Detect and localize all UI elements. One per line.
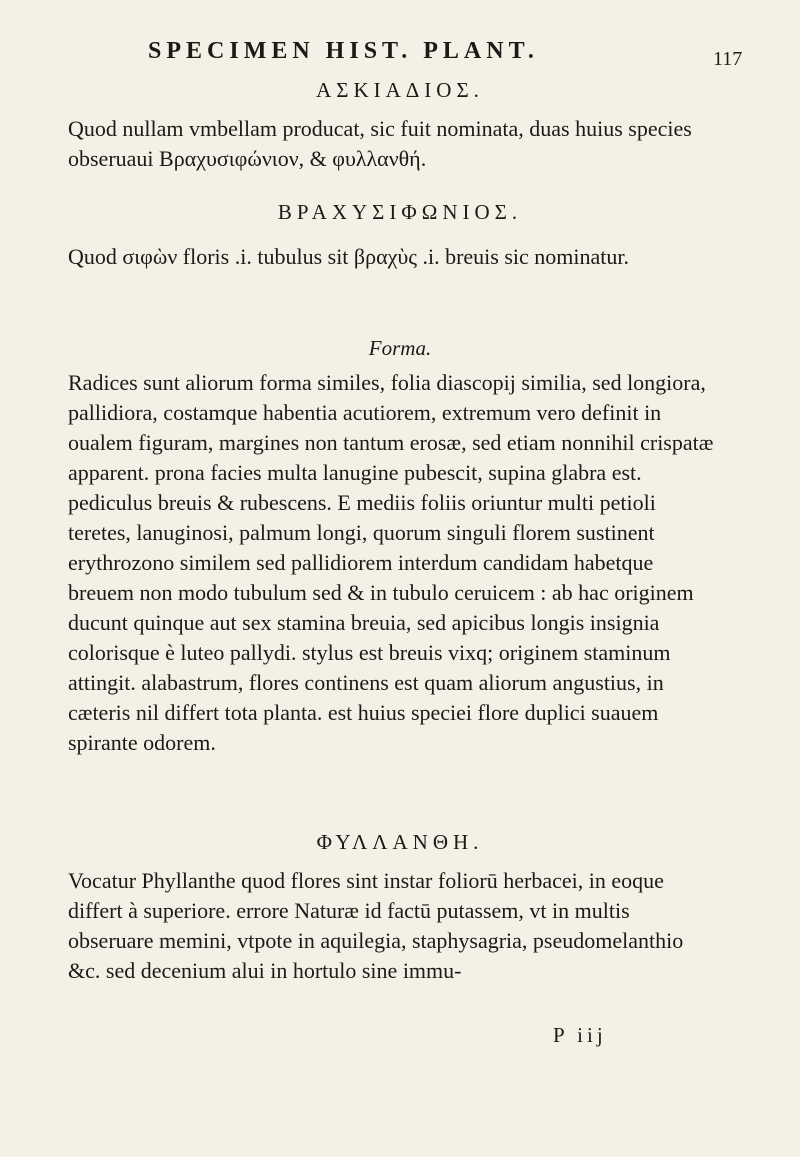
section-heading-askiadios: ΑΣΚΙΑΔΙΟΣ. [316, 78, 484, 102]
section-text-askiadios: Quod nullam vmbellam producat, sic fuit nominata, duas huius species obseruaui Βραχυσιφώνιον, & φυλλανθή. [68, 116, 692, 171]
forma-heading: Forma. [368, 336, 432, 360]
section-text-phyllanthe: Vocatur Phyllanthe quod flores sint instar foliorū herbacei, in eoque differt à superiore. errore Naturæ id factū putassem, vt in multis obseruare memini, vtpote in aquilegia, staphysagria, pseudomelanthio &c. sed decenium alui in hortulo sine immu- [68, 868, 684, 983]
signature-mark: P iij [553, 1023, 607, 1047]
section-text-brachysiphonios: Quod σιφὼν floris .i. tubulus sit βραχὺς .i. breuis sic nominatur. [68, 244, 630, 269]
page-number: 117 [713, 48, 743, 70]
running-title: SPECIMEN HIST. PLANT. [148, 38, 539, 64]
section-heading-phyllanthe: ΦΥΛΛΑΝΘΗ. [316, 830, 484, 854]
forma-text: Radices sunt aliorum forma similes, folia diascopij similia, sed longiora, pallidiora, costamque habentia acutiorem, extremum vero definit in oualem figuram, margines non tantum erosæ, sed etiam nonnihil crispatæ apparent. prona facies multa lanugine pubescit, supina glabra est. pediculus breuis & rubescens. E mediis foliis oriuntur multi petioli teretes, lanuginosi, palmum longi, quorum singuli florem sustinent erythrozono similem sed pallidiorem interdum candidam habetque breuem non modo tubulum sed & in tubulo ceruicem : ab hac originem ducunt quinque aut sex stamina breuia, sed apicibus longis insignia colorisque è luteo pallydi. stylus est breuis vixq; originem staminum attingit. alabastrum, flores continens est quam aliorum angustius, in cæteris nil differt tota planta. est huius speciei flore duplici suauem spirante odorem. [68, 370, 714, 755]
section-heading-brachysiphonios: ΒΡΑΧΥΣΙΦΩΝΙΟΣ. [277, 200, 523, 224]
